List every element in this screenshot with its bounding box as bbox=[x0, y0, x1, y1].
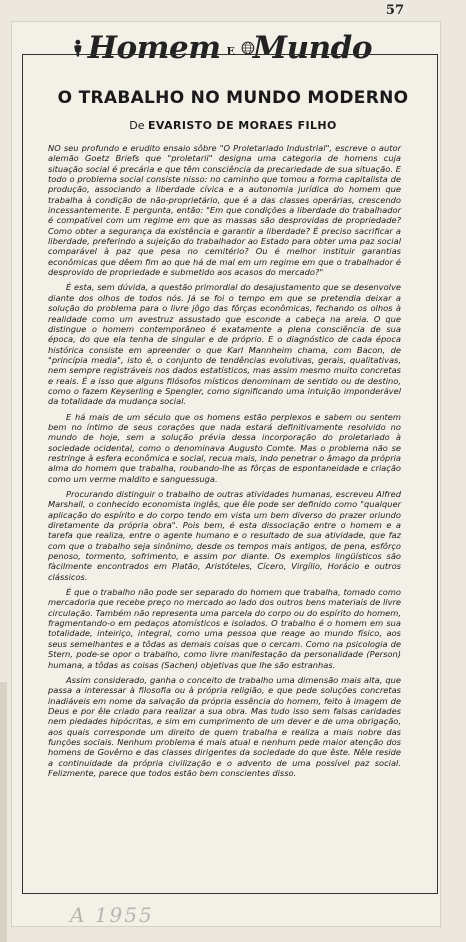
byline-author: EVARISTO DE MORAES FILHO bbox=[147, 119, 337, 132]
article-body bbox=[48, 143, 401, 783]
paragraph: E há mais de um século que os homens estão perplexos e sabem ou sentem bem no íntimo de seus corações que nada estará definitivamente resolvido no mundo de hoje, sem a solução prévia dessa incorporação do proletariado à sociedade ocidental, como o denominava Augusto Comte. Mas o problema não se restringe à esfera econômica e social, recua mais, indo penetrar o âmago da própria alma do homem que trabalha, roubando-lhe as fôrças de espontaneidade e criação como um verme maldito e sanguessuga. bbox=[48, 411, 401, 484]
headline: O TRABALHO NO MUNDO MODERNO bbox=[57, 88, 409, 108]
page-number: 57 bbox=[385, 3, 404, 18]
paragraph: É esta, sem dúvida, a questão primordial do desajustamento que se desenvolve diante dos olhos de todos nós. Já se foi o tempo em que se pretendia deixar a solução do problema para o livre jôgo das fôrças econômicas, fechando os olhos à realidade como um avestruz assustado que esconde a cabeça na areia. O que distingue o homem contemporâneo é exatamente a plena consciência de sua época, do que ela tenha de singular e de próprio. E o diagnóstico de cada época histórica consiste em apreender o que Karl Mannheim chama, com Bacon, de "princípia media", isto é, o conjunto de tendências evolutivas, gerais, qualitativas, nem sempre registráveis nos dados estatísticos, mas assim mesmo muito concretas e reais. É a isso que alguns filósofos místicos denominam de sentido ou de destino, como o fazem Keyserling e Spengler, como significando uma intuição imponderável da totalidade da mudança social. bbox=[48, 282, 401, 407]
byline-prefix: De bbox=[129, 119, 145, 132]
paragraph: É que o trabalho não pode ser separado do homem que trabalha, tomado como mercadoria que recebe preço no mercado ao lado dos outros bens materiais de livre circulação. Também não representa uma parcela do corpo ou do espírito do homem, fragmentando-o em pedaços atomísticos e isolados. O trabalho é o homem em sua totalidade, inteiriço, integral, como uma pessoa que reage ao mundo físico, aos seus semelhantes e a tôdas as demais coisas que o cercam. Como na psicologia de Stern, pode-se opor o trabalho, como livre manifestação da personalidade (Person) humana, a tôdas as coisas (Sachen) objetivas que lhe são estranhas. bbox=[48, 587, 401, 670]
paragraph: Procurando distinguir o trabalho de outras atividades humanas, escreveu Alfred Marshall, o conhecido economista inglês, que êle pode ser definido como "qualquer aplicação do espírito e do corpo tendo em vista um bem diverso do prazer oriundo diretamente da própria obra". Pois bem, é esta dissociação entre o homem e a tarefa que realiza, entre o agente humano e o resultado de sua atividade, que faz com que o trabalho seja sinônimo, desde os tempos mais antigos, de pena, esfôrço penoso, tormento, sofrimento, e assim por diante. Os exemplos lingüísticos são fàcilmente encontrados em Platão, Aristóteles, Cícero, Virgílio, Horácio e outros clássicos. bbox=[48, 489, 401, 582]
masthead-word-mundo: Mundo bbox=[252, 30, 372, 66]
paragraph: NO seu profundo e erudito ensaio sôbre "O Proletariado Industrial", escreve o autor alemão Goetz Briefs que "proletarii" designa uma categoria de homens cuja situação social é precária e que têm consciência da precariedade de sua situação. E todo o problema social consiste nisso: no caminho que tomou a forma capitalista de produção, associando a liberdade cívica e a autonomia jurídica do homem que trabalha à condição de não-proprietário, que é a das classes operárias, crescendo incessantemente. E pergunta, então: "Em que condições a liberdade do trabalhador é compatível com um regime em que as massas são desprovidas de propriedade? Como obter a segurança da existência e garantir a liberdade? É preciso sacrificar a liberdade, preferindo a sujeição do trabalhador ao Estado para obter uma paz social comparável à paz que pesa no cemitério? Ou é melhor instituir garantias econômicas que dêem fim ao que há de mal em um regime em que o trabalhador é desprovido de propriedade e submetido aos acasos do mercado?" bbox=[48, 143, 401, 278]
byline bbox=[0, 119, 466, 132]
masthead-word-homem: Homem bbox=[87, 30, 221, 66]
paragraph: Assim considerado, ganha o conceito de trabalho uma dimensão mais alta, que passa a interessar à filosofia ou à própria religião, e que pede soluções concretas inadiáveis em nome da salvação da própria essência do homem, feito à imagem de Deus e por êle criado para realizar a sua obra. Mas tudo isso sem falsas caridades nem piedades hipócritas, e sim em cumprimento de um dever e de uma obrigação, aos quais corresponde um direito de quem trabalha e realiza a mais nobre das funções sociais. Nenhum problema é mais atual e nenhum pede maior atenção dos homens de Govêrno e das classes dirigentes da sociedade do que êste. Nêle reside a continuidade da própria civilização e o advento de uma possível paz social. Felizmente, parece que todos estão bem conscientes disso. bbox=[48, 674, 401, 778]
masthead-conjunction: E bbox=[226, 44, 235, 58]
paper-edge bbox=[0, 682, 7, 942]
handwritten-note: A 1955 bbox=[70, 903, 154, 927]
